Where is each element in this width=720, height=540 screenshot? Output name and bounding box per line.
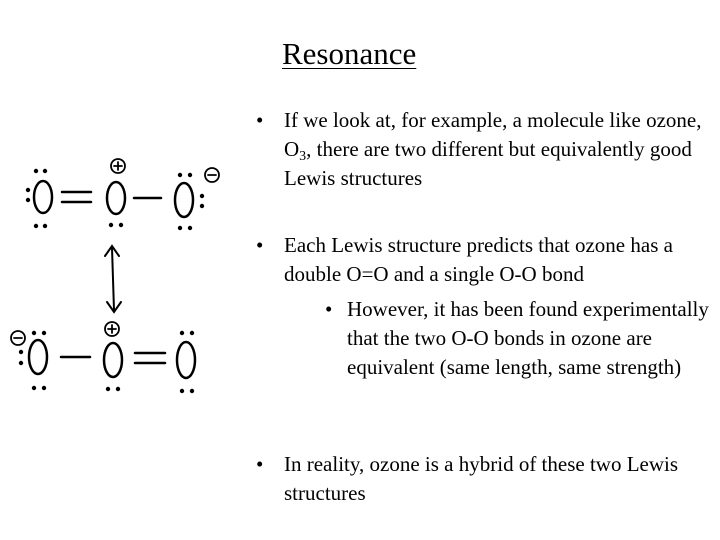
oxygen-atom-left: [29, 340, 47, 374]
oxygen-atom-center: [104, 343, 122, 377]
lewis-structure-top: [34, 159, 219, 217]
bullet-hybrid: [256, 450, 714, 508]
bullet-marker: •: [256, 108, 264, 132]
oxygen-atom-center: [107, 182, 125, 214]
subscript: 3: [299, 149, 307, 164]
bullet-marker: •: [256, 452, 264, 476]
bullet-text: If we look at, for example, a molecule like ozone, O: [284, 108, 702, 161]
sub-bullet-experimental: [325, 295, 715, 382]
oxygen-atom-left: [34, 181, 52, 213]
bullet-marker: •: [325, 297, 333, 321]
bullet-text: However, it has been found experimentally that the two O-O bonds in ozone are equivalent (same length, same strength): [347, 297, 709, 379]
bullet-text: In reality, ozone is a hybrid of these two Lewis structures: [284, 452, 679, 505]
ozone-lewis-structures-diagram: [0, 150, 240, 410]
oxygen-atom-right: [177, 342, 195, 378]
oxygen-atom-right: [175, 183, 193, 217]
slide-title: Resonance: [282, 36, 417, 71]
bullet-marker: •: [256, 233, 264, 257]
bullet-text-cont: , there are two different but equivalently good Lewis structures: [284, 137, 692, 190]
bullet-ozone-intro: [256, 106, 714, 193]
bullet-lewis-prediction: [256, 231, 720, 289]
lewis-structure-bottom: [11, 322, 195, 378]
bullet-text: Each Lewis structure predicts that ozone has a double O=O and a single O-O bond: [284, 233, 673, 286]
resonance-arrow-icon: [105, 246, 121, 312]
